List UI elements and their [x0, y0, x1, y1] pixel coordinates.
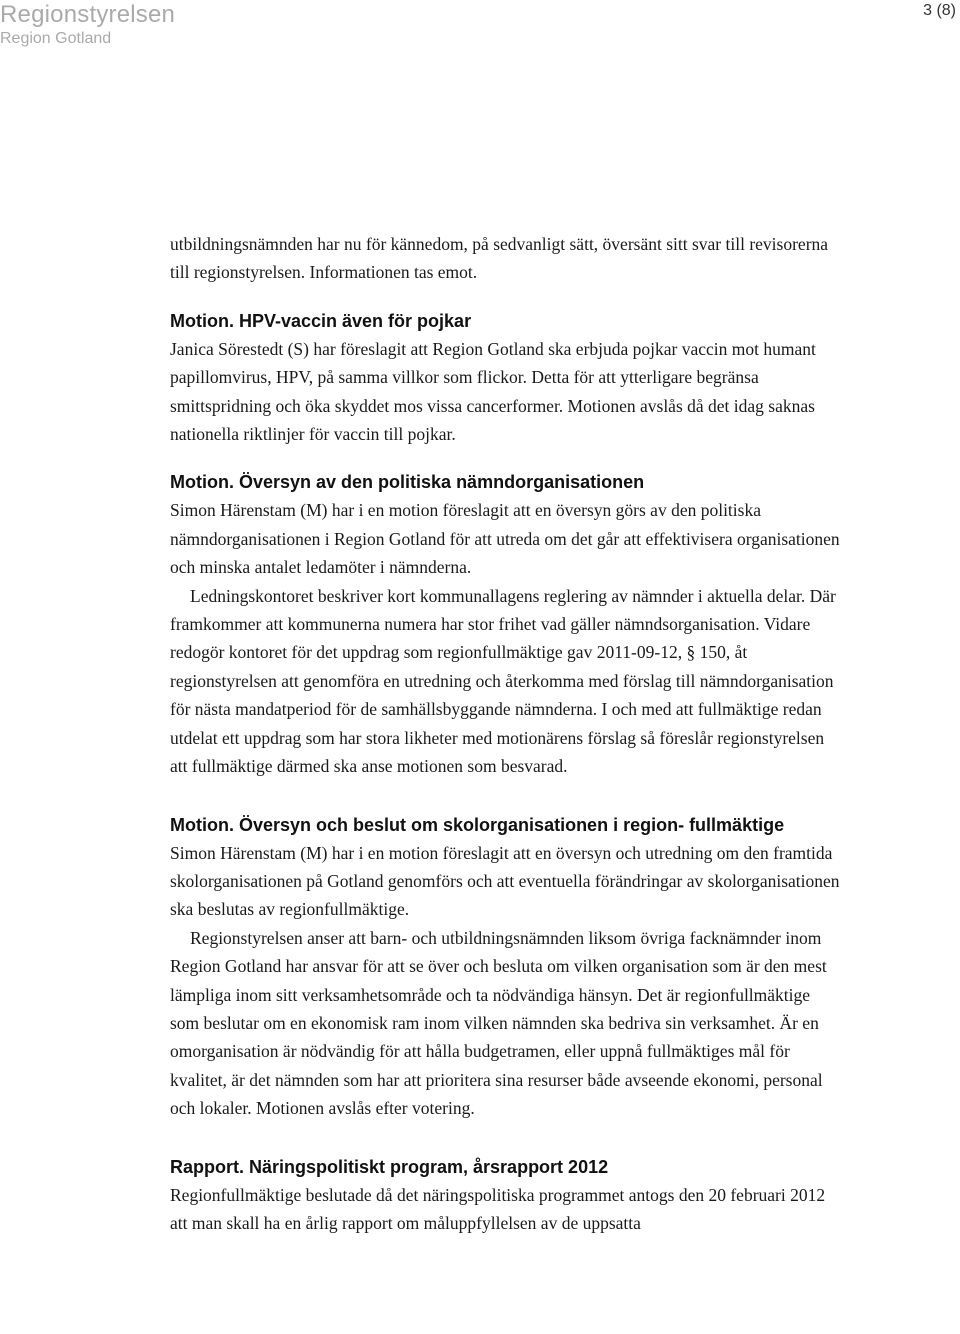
section-paragraph: Simon Härenstam (M) har i en motion föreslagit att en översyn görs av den politiska nämndorganisationen i Region Gotland för att utreda om det går att effektivisera organisationen och minska antalet ledamöter i nämnderna.	[170, 500, 840, 578]
page-header	[0, 0, 960, 60]
section-paragraph: Janica Sörestedt (S) har föreslagit att Region Gotland ska erbjuda pojkar vaccin mot humant papillomvirus, HPV, på samma villkor som flickor. Detta för att ytterligare begränsa smittspridning och öka skyddet mos vissa cancerformer. Motionen avslås då det idag saknas nationella riktlinjer för vaccin till pojkar.	[170, 338, 816, 445]
section-skolorganisation	[170, 814, 842, 1123]
document-body	[170, 230, 842, 1237]
page-number: 3 (8)	[923, 2, 956, 19]
section-heading: Motion. Översyn och beslut om skolorganisationen i region- fullmäktige	[170, 814, 785, 835]
section-naringspolitiskt-program	[170, 1156, 842, 1238]
section-paragraph: Simon Härenstam (M) har i en motion föreslagit att en översyn och utredning om den framtida skolorganisationen på Gotland genomförs och att eventuella förändringar av skolorganisationen ska beslutas av regionfullmäktige.	[170, 842, 840, 920]
section-paragraph: Regionstyrelsen anser att barn- och utbildningsnämnden liksom övriga facknämnder inom Region Gotland har ansvar för att se över och besluta om vilken organisation som är den mest lämpliga inom sitt verksamhetsområde och ta nödvändiga hänsyn. Det är regionfullmäktige som beslutar om en ekonomisk ram inom vilken nämnden ska bedriva sin verksamhet. Är en omorganisation är nödvändig för att hålla budgetramen, eller uppnå fullmäktiges mål för kvalitet, är det nämnden som har att prioritera sina resurser både avseende ekonomi, personal och lokaler. Motionen avslås efter votering.	[170, 927, 827, 1119]
section-namndorganisation	[170, 471, 842, 780]
section-heading: Motion. Översyn av den politiska nämndorganisationen	[170, 472, 645, 493]
organization-title: Regionstyrelsen	[0, 1, 176, 28]
section-heading: Rapport. Näringspolitiskt program, årsrapport 2012	[170, 1156, 609, 1177]
intro-paragraph: utbildningsnämnden har nu för kännedom, på sedvanligt sätt, översänt sitt svar till revisorerna till regionstyrelsen. Informationen tas emot.	[170, 234, 829, 283]
section-paragraph: Regionfullmäktige beslutade då det näringspolitiska programmet antogs den 20 februari 2012 att man skall ha en årlig rapport om måluppfyllelsen av de uppsatta	[170, 1184, 826, 1233]
organization-subtitle: Region Gotland	[0, 30, 112, 47]
section-hpv-vaccine	[170, 310, 842, 449]
section-heading: Motion. HPV-vaccin även för pojkar	[170, 310, 472, 331]
section-paragraph: Ledningskontoret beskriver kort kommunallagens reglering av nämnder i aktuella delar. Där framkommer att kommunerna numera har stor frihet vad gäller nämndsorganisation. Vidare redogör kontoret för det uppdrag som regionfullmäktige gav 2011-09-12, § 150, åt regionstyrelsen att genomföra en utredning och återkomma med förslag till nämndorganisation för nästa mandatperiod för de samhällsbyggande nämnderna. I och med att fullmäktige redan utdelat ett uppdrag som har stora likheter med motionärens förslag så föreslår regionstyrelsen att fullmäktige därmed ska anse motionen som besvarad.	[170, 585, 836, 777]
